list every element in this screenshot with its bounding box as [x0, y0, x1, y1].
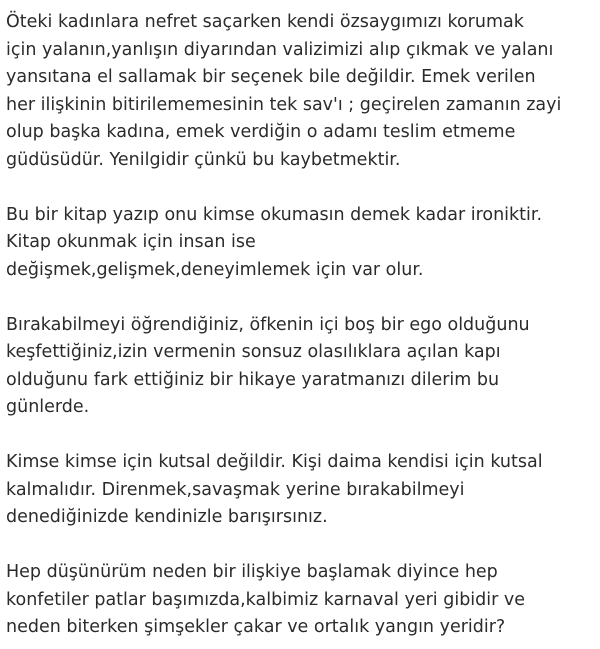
paragraph-3 — [6, 312, 596, 422]
post-text — [6, 9, 596, 642]
text-line: kalmalıdır. Direnmek,savaşmak yerine bırakabilmeyi — [6, 479, 465, 500]
text-line: denediğinizde kendinizle barışırsınız. — [6, 507, 328, 527]
text-line: için yalanın,yanlışın diyarından valizimizi alıp çıkmak ve yalanı — [6, 39, 554, 60]
text-line: olup başka kadına, emek verdiğin o adamı teslim etmeme — [6, 122, 516, 142]
text-line: Öteki kadınlara nefret saçarken kendi özsaygımızı korumak — [6, 12, 524, 32]
paragraph-4 — [6, 449, 596, 532]
text-line: Kitap okunmak için insan ise — [6, 232, 256, 252]
text-line: olduğunu fark ettiğiniz bir hikaye yaratmanızı dilerim bu — [6, 369, 500, 390]
text-line: günlerde. — [6, 397, 90, 417]
paragraph-1 — [6, 9, 596, 174]
paragraph-5 — [6, 559, 596, 642]
text-line: Bu bir kitap yazıp onu kimse okumasın demek kadar ironiktir. — [6, 204, 543, 225]
text-line: Bırakabilmeyi öğrendiğiniz, öfkenin içi boş bir ego olduğunu — [6, 314, 530, 335]
text-line: her ilişkinin bitirilememesinin tek sav'ı ; geçirelen zamanın zayi — [6, 94, 562, 115]
text-line: değişmek,gelişmek,deneyimlemek için var olur. — [6, 259, 424, 280]
text-line: neden biterken şimşekler çakar ve ortalık yangın yeridir? — [6, 617, 506, 637]
text-line: yansıtana el sallamak bir seçenek bile değildir. Emek verilen — [6, 67, 536, 87]
paragraph-2 — [6, 202, 596, 285]
text-line: Hep düşünürüm neden bir ilişkiye başlamak diyince hep — [6, 562, 498, 582]
text-line: Kimse kimse için kutsal değildir. Kişi daima kendisi için kutsal — [6, 452, 543, 472]
text-line: güdüsüdür. Yenilgidir çünkü bu kaybetmektir. — [6, 149, 401, 170]
text-line: keşfettiğiniz,izin vermenin sonsuz olasılıklara açılan kapı — [6, 342, 501, 362]
text-line: konfetiler patlar başımızda,kalbimiz karnaval yeri gibidir ve — [6, 589, 526, 610]
